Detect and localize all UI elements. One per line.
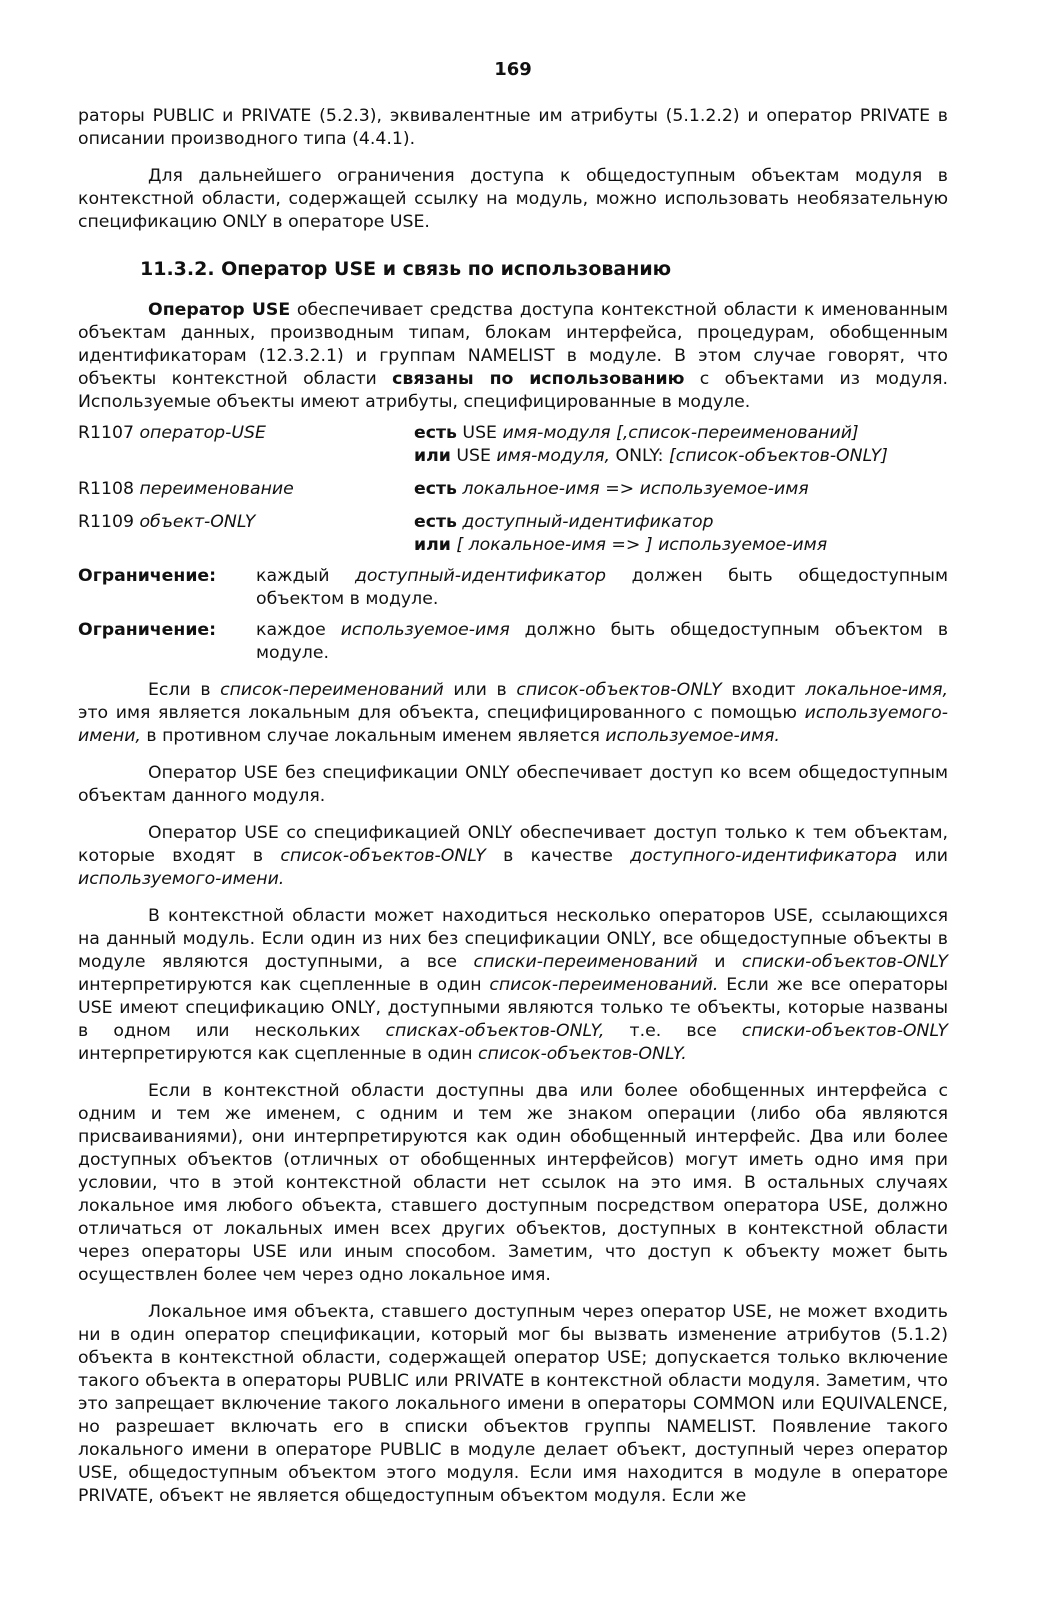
rule-r1107: R1107 оператор-USE есть USE имя-модуля [,список-переименований]	[78, 423, 859, 443]
paragraph-generic-interfaces: Если в контекстной области доступны два или более обобщенных интерфейса с одним и тем же именем, с одним и тем же знаком операции (либо оба являются присваиваниями), они интерпретируются как один обобщенный интерфейс. Два или более доступных объектов (отличных от обобщенных интерфейсов) могут иметь одно имя при условии, что в этой контекстной области нет ссылок на это имя. В остальных случаях локальное имя любого объекта, ставшего доступным посредством оператора USE, должно отличаться от локальных имен всех других объектов, доступных в контекстной области через операторы USE или иным способом. Заметим, что доступ к объекту может быть осуществлен более чем через одно локальное имя.	[78, 1081, 948, 1285]
emphasis-term: связаны по использованию	[392, 369, 685, 389]
rule-r1109-alt: или [ локальное-имя => ] используемое-имя	[414, 535, 828, 555]
constraint-1: Ограничение: каждый доступный-идентификатор должен быть общедоступным объектом в модуле.	[78, 566, 948, 609]
syntax-rules	[78, 422, 948, 557]
rule-r1108: R1108 переименование есть локальное-имя => используемое-имя	[78, 479, 809, 499]
rule-r1107-alt: или USE имя-модуля, ONLY: [список-объектов-ONLY]	[414, 446, 888, 466]
paragraph-continuation: раторы PUBLIC и PRIVATE (5.2.3), эквивалентные им атрибуты (5.1.2.2) и оператор PRIVATE в описании производного типа (4.4.1).	[78, 106, 948, 149]
section-heading: 11.3.2. Оператор USE и связь по использованию	[140, 258, 672, 280]
paragraph-use-statement: Оператор USE обеспечивает средства доступа контекстной области к именованным объектам данных, производным типам, блокам интерфейса, процедурам, обобщенным идентификаторам (12.3.2.1) и группам NAMELIST в модуле. В этом случае говорят, что объекты контекстной области связаны по использованию с объектами из модуля. Используемые объекты имеют атрибуты, специфицированные в модуле.	[78, 300, 948, 412]
rule-r1109: R1109 объект-ONLY есть доступный-идентификатор	[78, 512, 714, 532]
paragraph-spec-restrictions: Локальное имя объекта, ставшего доступным через оператор USE, не может входить ни в один оператор спецификации, который мог бы вызвать изменение атрибутов (5.1.2) объекта в контекстной области, содержащей оператор USE; допускается только включение такого объекта в операторы PUBLIC или PRIVATE в контекстной области модуля. Заметим, что это запрещает включение такого локального имени в операторы COMMON или EQUIVALENCE, но разрешает включать его в списки объектов группы NAMELIST. Появление такого локального имени в операторе PUBLIC в модуле делает объект, доступный через оператор USE, общедоступным объектом этого модуля. Если имя находится в модуле в операторе PRIVATE, объект не является общедоступным объектом модуля. Если же	[78, 1302, 948, 1506]
document-page	[78, 58, 948, 1508]
paragraph-with-only: Оператор USE со спецификацией ONLY обеспечивает доступ только к тем объектам, которые входят в список-объектов-ONLY в качестве доступного-идентификатора или используемого-имени.	[78, 823, 948, 889]
paragraph-without-only: Оператор USE без спецификации ONLY обеспечивает доступ ко всем общедоступным объектам данного модуля.	[78, 763, 948, 806]
paragraph-multiple-use: В контекстной области может находиться несколько операторов USE, ссылающихся на данный модуль. Если один из них без спецификации ONLY, все общедоступные объекты в модуле являются доступными, а все списки-переименований и списки-объектов-ONLY интерпретируются как сцепленные в один список-переименований. Если же все операторы USE имеют спецификацию ONLY, доступными являются только те объекты, которые названы в одном или нескольких списках-объектов-ONLY, т.е. все списки-объектов-ONLY интерпретируются как сцепленные в один список-объектов-ONLY.	[78, 906, 948, 1064]
paragraph-local-name: Если в список-переименований или в список-объектов-ONLY входит локальное-имя, это имя является локальным для объекта, специфицированного с помощью используемого-имени, в противном случае локальным именем является используемое-имя.	[78, 680, 948, 746]
page-number: 169	[494, 59, 532, 80]
paragraph-only-intro: Для дальнейшего ограничения доступа к общедоступным объектам модуля в контекстной области, содержащей ссылку на модуль, можно использовать необязательную спецификацию ONLY в операторе USE.	[78, 166, 948, 232]
constraint-2: Ограничение: каждое используемое-имя должно быть общедоступным объектом в модуле.	[78, 620, 948, 663]
lead-term: Оператор USE	[148, 300, 291, 320]
